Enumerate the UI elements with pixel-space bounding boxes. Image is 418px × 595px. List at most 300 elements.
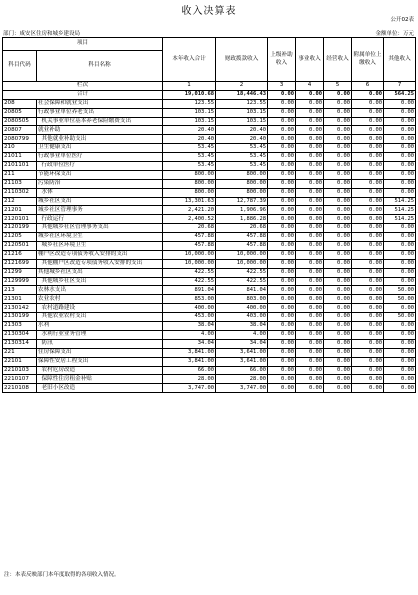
row-value-5: 0.00 — [324, 304, 352, 313]
table-row — [3, 179, 416, 188]
row-value-2: 800.00 — [216, 188, 268, 197]
total-v3: 0.00 — [268, 90, 296, 99]
row-value-5: 0.00 — [324, 375, 352, 384]
row-value-5: 0.00 — [324, 348, 352, 357]
row-value-3: 0.00 — [268, 179, 296, 188]
row-value-7: 0.00 — [384, 259, 416, 268]
row-code: 20807 — [3, 126, 37, 135]
idx-5: 5 — [324, 82, 352, 91]
table-row — [3, 313, 416, 322]
row-value-5: 0.00 — [324, 126, 352, 135]
row-value-2: 1,906.96 — [216, 206, 268, 215]
row-value-7: 0.00 — [384, 348, 416, 357]
row-value-7: 0.00 — [384, 322, 416, 331]
row-value-1: 20.68 — [163, 224, 216, 233]
row-value-1: 4.00 — [163, 330, 216, 339]
row-code: 2120199 — [3, 224, 37, 233]
row-value-6: 0.00 — [352, 375, 384, 384]
row-name: 机关事业单位基本养老保险缴费支出 — [37, 117, 163, 126]
row-value-7: 0.00 — [384, 330, 416, 339]
row-name: 行政事业单位养老支出 — [37, 108, 163, 117]
lanci-label: 栏次 — [3, 82, 163, 91]
row-value-7: 0.00 — [384, 277, 416, 286]
row-value-3: 0.00 — [268, 188, 296, 197]
table-row — [3, 259, 416, 268]
row-value-2: 12,787.39 — [216, 197, 268, 206]
table-row — [3, 126, 416, 135]
row-value-5: 0.00 — [324, 135, 352, 144]
row-code: 2210107 — [3, 375, 37, 384]
row-value-6: 0.00 — [352, 233, 384, 242]
row-value-2: 123.55 — [216, 99, 268, 108]
table-row — [3, 153, 416, 162]
row-value-3: 0.00 — [268, 348, 296, 357]
row-value-1: 800.00 — [163, 170, 216, 179]
table-row — [3, 170, 416, 179]
row-value-5: 0.00 — [324, 384, 352, 393]
row-value-4: 0.00 — [296, 322, 324, 331]
row-value-3: 0.00 — [268, 242, 296, 251]
row-code: 2130199 — [3, 313, 37, 322]
row-value-3: 0.00 — [268, 304, 296, 313]
total-v4: 0.00 — [296, 90, 324, 99]
row-value-4: 0.00 — [296, 224, 324, 233]
row-name: 水利行业业务管理 — [37, 330, 163, 339]
row-value-4: 0.00 — [296, 153, 324, 162]
row-value-1: 103.15 — [163, 117, 216, 126]
row-value-2: 38.04 — [216, 322, 268, 331]
row-value-5: 0.00 — [324, 197, 352, 206]
row-code: 212 — [3, 197, 37, 206]
row-value-3: 0.00 — [268, 295, 296, 304]
row-code: 21103 — [3, 179, 37, 188]
row-value-2: 103.15 — [216, 117, 268, 126]
row-name: 其他城乡社区支出 — [37, 268, 163, 277]
row-name: 住房保障支出 — [37, 348, 163, 357]
row-value-3: 0.00 — [268, 135, 296, 144]
row-value-3: 0.00 — [268, 99, 296, 108]
row-value-3: 0.00 — [268, 224, 296, 233]
row-value-4: 0.00 — [296, 348, 324, 357]
header-name: 科目名称 — [37, 51, 163, 82]
row-value-1: 3,841.00 — [163, 348, 216, 357]
row-value-2: 4.00 — [216, 330, 268, 339]
row-name: 农村危房改造 — [37, 366, 163, 375]
total-v1: 19,010.68 — [163, 90, 216, 99]
row-value-7: 0.00 — [384, 250, 416, 259]
row-value-6: 0.00 — [352, 304, 384, 313]
row-code: 210 — [3, 144, 37, 153]
row-name: 就业补助 — [37, 126, 163, 135]
row-code: 2101101 — [3, 162, 37, 171]
row-value-2: 53.45 — [216, 144, 268, 153]
row-value-3: 0.00 — [268, 170, 296, 179]
table-row — [3, 144, 416, 153]
row-value-2: 457.88 — [216, 233, 268, 242]
row-name: 其他城乡社区支出 — [37, 277, 163, 286]
row-value-2: 422.55 — [216, 277, 268, 286]
row-value-2: 53.45 — [216, 162, 268, 171]
department-label: 部门：咸安区住房和城乡建设局 — [3, 31, 81, 37]
row-name: 城乡社区环境卫生 — [37, 242, 163, 251]
row-code: 2210108 — [3, 384, 37, 393]
row-name: 水利 — [37, 322, 163, 331]
row-code: 2130142 — [3, 304, 37, 313]
header-c4: 事业收入 — [296, 38, 324, 82]
row-name: 其他城乡社区管理事务支出 — [37, 224, 163, 233]
row-value-4: 0.00 — [296, 277, 324, 286]
row-value-6: 0.00 — [352, 277, 384, 286]
row-value-2: 457.88 — [216, 242, 268, 251]
idx-7: 7 — [384, 82, 416, 91]
row-value-7: 0.00 — [384, 108, 416, 117]
row-code: 2080505 — [3, 117, 37, 126]
row-value-7: 0.00 — [384, 375, 416, 384]
row-value-6: 0.00 — [352, 215, 384, 224]
row-value-3: 0.00 — [268, 366, 296, 375]
row-value-6: 0.00 — [352, 242, 384, 251]
table-row — [3, 330, 416, 339]
row-name: 社会保障和就业支出 — [37, 99, 163, 108]
row-value-2: 1,886.28 — [216, 215, 268, 224]
row-name: 其他就业补助支出 — [37, 135, 163, 144]
row-value-7: 0.00 — [384, 268, 416, 277]
row-value-7: 0.00 — [384, 179, 416, 188]
row-value-1: 453.00 — [163, 313, 216, 322]
row-value-7: 0.00 — [384, 144, 416, 153]
row-value-6: 0.00 — [352, 179, 384, 188]
row-value-2: 3,641.00 — [216, 357, 268, 366]
row-code: 2121699 — [3, 259, 37, 268]
table-row — [3, 117, 416, 126]
row-value-3: 0.00 — [268, 286, 296, 295]
row-value-4: 0.00 — [296, 339, 324, 348]
row-value-3: 0.00 — [268, 384, 296, 393]
row-name: 水体 — [37, 188, 163, 197]
row-name: 污染防治 — [37, 179, 163, 188]
row-code: 20805 — [3, 108, 37, 117]
table-row — [3, 357, 416, 366]
row-value-6: 0.00 — [352, 206, 384, 215]
idx-3: 3 — [268, 82, 296, 91]
table-row — [3, 108, 416, 117]
header-item: 项目 — [3, 38, 163, 51]
row-value-3: 0.00 — [268, 330, 296, 339]
row-name: 其他农业农村支出 — [37, 313, 163, 322]
row-value-6: 0.00 — [352, 286, 384, 295]
idx-4: 4 — [296, 82, 324, 91]
row-code: 21301 — [3, 295, 37, 304]
row-value-6: 0.00 — [352, 384, 384, 393]
row-value-2: 103.15 — [216, 108, 268, 117]
row-value-1: 457.88 — [163, 242, 216, 251]
table-code: 公开02表 — [390, 17, 414, 23]
row-value-6: 0.00 — [352, 295, 384, 304]
row-value-5: 0.00 — [324, 339, 352, 348]
table-row — [3, 215, 416, 224]
row-value-1: 2,400.52 — [163, 215, 216, 224]
row-value-1: 10,000.00 — [163, 250, 216, 259]
row-value-5: 0.00 — [324, 357, 352, 366]
row-value-5: 0.00 — [324, 242, 352, 251]
row-value-3: 0.00 — [268, 277, 296, 286]
row-value-7: 0.00 — [384, 162, 416, 171]
row-value-2: 53.45 — [216, 153, 268, 162]
row-value-2: 66.00 — [216, 366, 268, 375]
row-value-7: 0.00 — [384, 366, 416, 375]
unit-label: 金额单位：万元 — [375, 31, 414, 37]
row-code: 21205 — [3, 233, 37, 242]
row-code: 208 — [3, 99, 37, 108]
table-row — [3, 162, 416, 171]
row-value-3: 0.00 — [268, 357, 296, 366]
row-value-4: 0.00 — [296, 286, 324, 295]
row-value-6: 0.00 — [352, 117, 384, 126]
row-value-6: 0.00 — [352, 250, 384, 259]
row-value-2: 3,641.00 — [216, 348, 268, 357]
row-value-2: 28.00 — [216, 375, 268, 384]
row-value-2: 20.40 — [216, 126, 268, 135]
table-row — [3, 348, 416, 357]
row-value-7: 0.00 — [384, 339, 416, 348]
row-value-2: 841.04 — [216, 286, 268, 295]
idx-6: 6 — [352, 82, 384, 91]
row-code: 21201 — [3, 206, 37, 215]
table-row — [3, 206, 416, 215]
row-value-4: 0.00 — [296, 384, 324, 393]
row-name: 节能环保支出 — [37, 170, 163, 179]
row-code: 21011 — [3, 153, 37, 162]
row-value-3: 0.00 — [268, 215, 296, 224]
row-value-4: 0.00 — [296, 313, 324, 322]
row-code: 2120101 — [3, 215, 37, 224]
row-value-4: 0.00 — [296, 304, 324, 313]
row-value-1: 800.00 — [163, 179, 216, 188]
total-label: 合计 — [3, 90, 163, 99]
table-row — [3, 384, 416, 393]
row-value-1: 28.00 — [163, 375, 216, 384]
row-value-5: 0.00 — [324, 330, 352, 339]
row-value-6: 0.00 — [352, 268, 384, 277]
table-row — [3, 224, 416, 233]
row-value-5: 0.00 — [324, 215, 352, 224]
row-name: 老旧小区改造 — [37, 384, 163, 393]
row-value-3: 0.00 — [268, 162, 296, 171]
header-c6: 附属单位上缴收入 — [352, 38, 384, 82]
row-code: 221 — [3, 348, 37, 357]
row-value-6: 0.00 — [352, 322, 384, 331]
row-value-7: 0.00 — [384, 170, 416, 179]
row-value-3: 0.00 — [268, 250, 296, 259]
header-code: 科目代码 — [3, 51, 37, 82]
row-value-7: 0.00 — [384, 126, 416, 135]
row-value-4: 0.00 — [296, 259, 324, 268]
row-value-6: 0.00 — [352, 126, 384, 135]
row-value-1: 34.04 — [163, 339, 216, 348]
row-value-3: 0.00 — [268, 153, 296, 162]
row-value-4: 0.00 — [296, 126, 324, 135]
total-v6: 0.00 — [352, 90, 384, 99]
row-value-5: 0.00 — [324, 233, 352, 242]
row-value-6: 0.00 — [352, 357, 384, 366]
row-value-6: 0.00 — [352, 313, 384, 322]
row-code: 2130314 — [3, 339, 37, 348]
idx-2: 2 — [216, 82, 268, 91]
row-value-3: 0.00 — [268, 108, 296, 117]
row-value-2: 803.00 — [216, 295, 268, 304]
row-value-7: 50.00 — [384, 286, 416, 295]
row-value-6: 0.00 — [352, 135, 384, 144]
row-value-2: 34.04 — [216, 339, 268, 348]
row-value-5: 0.00 — [324, 153, 352, 162]
row-value-1: 10,000.00 — [163, 259, 216, 268]
row-value-7: 0.00 — [384, 153, 416, 162]
row-name: 农林水支出 — [37, 286, 163, 295]
row-value-5: 0.00 — [324, 170, 352, 179]
row-value-5: 0.00 — [324, 259, 352, 268]
row-value-7: 0.00 — [384, 384, 416, 393]
table-row — [3, 286, 416, 295]
row-code: 2080799 — [3, 135, 37, 144]
row-value-7: 0.00 — [384, 357, 416, 366]
row-value-4: 0.00 — [296, 357, 324, 366]
row-name: 行政事业单位医疗 — [37, 153, 163, 162]
table-row — [3, 322, 416, 331]
table-row — [3, 135, 416, 144]
row-name: 农业农村 — [37, 295, 163, 304]
row-value-6: 0.00 — [352, 366, 384, 375]
table-row — [3, 233, 416, 242]
row-value-3: 0.00 — [268, 268, 296, 277]
row-value-2: 400.00 — [216, 304, 268, 313]
row-value-1: 66.00 — [163, 366, 216, 375]
header-c5: 经营收入 — [324, 38, 352, 82]
table-row — [3, 295, 416, 304]
row-value-4: 0.00 — [296, 295, 324, 304]
row-value-4: 0.00 — [296, 206, 324, 215]
table-row — [3, 242, 416, 251]
row-value-2: 800.00 — [216, 170, 268, 179]
table-row — [3, 277, 416, 286]
row-code: 21303 — [3, 322, 37, 331]
row-name: 农村道路建设 — [37, 304, 163, 313]
header-c2: 财政拨款收入 — [216, 38, 268, 82]
row-code: 2110302 — [3, 188, 37, 197]
row-value-5: 0.00 — [324, 322, 352, 331]
row-value-3: 0.00 — [268, 322, 296, 331]
row-value-2: 20.40 — [216, 135, 268, 144]
table-row — [3, 250, 416, 259]
row-value-6: 0.00 — [352, 162, 384, 171]
row-code: 22101 — [3, 357, 37, 366]
footnote: 注：本表反映部门本年度取得的各项收入情况。 — [4, 572, 120, 578]
row-value-4: 0.00 — [296, 144, 324, 153]
row-value-1: 38.04 — [163, 322, 216, 331]
row-value-1: 13,301.63 — [163, 197, 216, 206]
row-value-5: 0.00 — [324, 179, 352, 188]
income-table — [2, 37, 416, 393]
row-value-7: 0.00 — [384, 304, 416, 313]
row-value-3: 0.00 — [268, 259, 296, 268]
row-name: 保障性安居工程支出 — [37, 357, 163, 366]
row-code: 2120501 — [3, 242, 37, 251]
row-value-5: 0.00 — [324, 268, 352, 277]
row-value-5: 0.00 — [324, 99, 352, 108]
row-code: 2210103 — [3, 366, 37, 375]
row-value-5: 0.00 — [324, 224, 352, 233]
row-code: 21216 — [3, 250, 37, 259]
row-value-6: 0.00 — [352, 188, 384, 197]
row-value-5: 0.00 — [324, 277, 352, 286]
row-value-2: 800.00 — [216, 179, 268, 188]
row-value-1: 53.45 — [163, 144, 216, 153]
row-value-1: 422.55 — [163, 268, 216, 277]
row-name: 棚户区改造专项债务收入安排的支出 — [37, 250, 163, 259]
table-row — [3, 304, 416, 313]
row-value-1: 891.04 — [163, 286, 216, 295]
row-value-5: 0.00 — [324, 250, 352, 259]
total-v2: 18,446.43 — [216, 90, 268, 99]
row-value-7: 50.00 — [384, 295, 416, 304]
row-value-1: 53.45 — [163, 153, 216, 162]
row-value-4: 0.00 — [296, 108, 324, 117]
row-value-4: 0.00 — [296, 99, 324, 108]
row-value-1: 2,421.20 — [163, 206, 216, 215]
row-value-6: 0.00 — [352, 348, 384, 357]
row-value-4: 0.00 — [296, 233, 324, 242]
table-row — [3, 268, 416, 277]
row-value-6: 0.00 — [352, 330, 384, 339]
total-v7: 564.25 — [384, 90, 416, 99]
row-value-4: 0.00 — [296, 135, 324, 144]
row-value-4: 0.00 — [296, 268, 324, 277]
row-value-4: 0.00 — [296, 117, 324, 126]
row-value-6: 0.00 — [352, 153, 384, 162]
row-value-4: 0.00 — [296, 250, 324, 259]
row-name: 城乡社区管理事务 — [37, 206, 163, 215]
row-value-7: 0.00 — [384, 242, 416, 251]
row-value-7: 0.00 — [384, 135, 416, 144]
row-value-5: 0.00 — [324, 108, 352, 117]
table-row — [3, 339, 416, 348]
row-value-4: 0.00 — [296, 162, 324, 171]
row-value-4: 0.00 — [296, 215, 324, 224]
row-value-7: 0.00 — [384, 188, 416, 197]
row-value-2: 20.68 — [216, 224, 268, 233]
row-name: 城乡社区支出 — [37, 197, 163, 206]
table-row — [3, 197, 416, 206]
row-value-2: 3,747.00 — [216, 384, 268, 393]
row-value-3: 0.00 — [268, 144, 296, 153]
row-code: 213 — [3, 286, 37, 295]
row-value-3: 0.00 — [268, 313, 296, 322]
row-value-6: 0.00 — [352, 144, 384, 153]
header-c7: 其他收入 — [384, 38, 416, 82]
row-code: 2129999 — [3, 277, 37, 286]
row-name: 卫生健康支出 — [37, 144, 163, 153]
row-value-4: 0.00 — [296, 170, 324, 179]
row-value-3: 0.00 — [268, 117, 296, 126]
row-value-3: 0.00 — [268, 197, 296, 206]
header-c1: 本年收入合计 — [163, 38, 216, 82]
row-value-5: 0.00 — [324, 313, 352, 322]
row-value-7: 50.00 — [384, 313, 416, 322]
row-value-5: 0.00 — [324, 188, 352, 197]
header-c3: 上级补助收入 — [268, 38, 296, 82]
row-value-7: 0.00 — [384, 117, 416, 126]
row-value-7: 0.00 — [384, 224, 416, 233]
row-value-3: 0.00 — [268, 339, 296, 348]
